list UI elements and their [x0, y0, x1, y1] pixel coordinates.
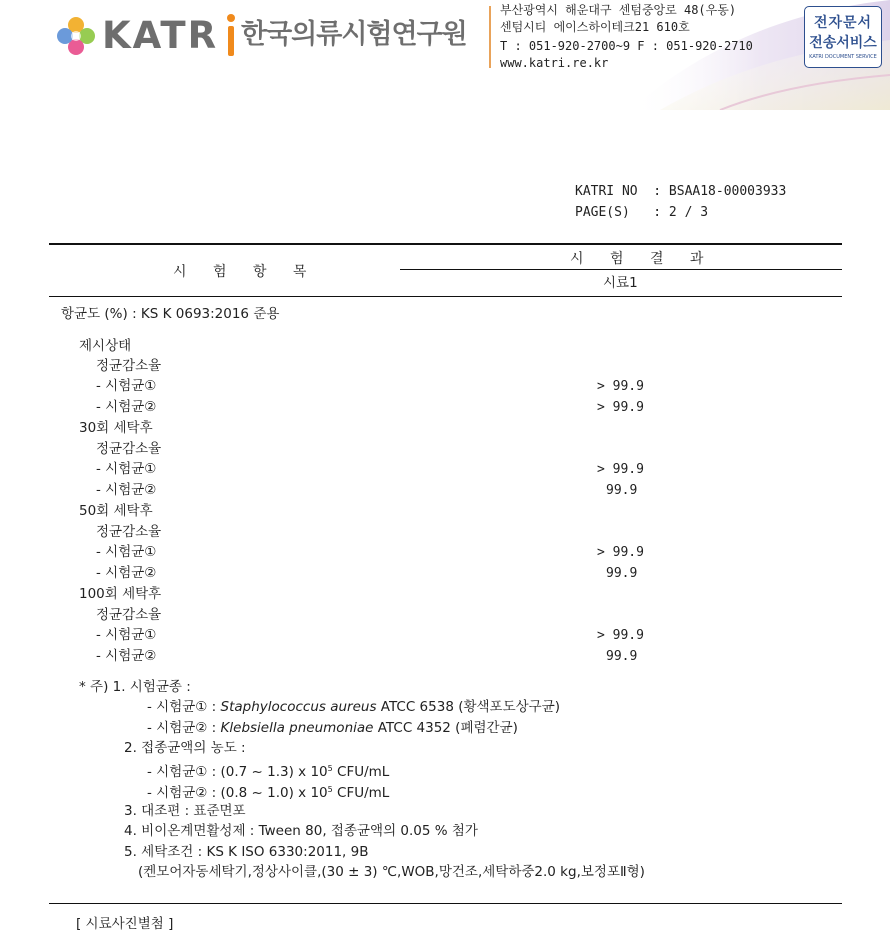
strain-label: - 시험균② [96, 399, 157, 415]
note-1-strain-a [147, 699, 560, 716]
note-1-a-prefix: - 시험균① : [147, 699, 221, 715]
katri-korean-name: 한국의류시험연구원 [241, 19, 467, 50]
address-line-1: 부산광역시 해운대구 센텀중앙로 48(우동) [500, 3, 737, 17]
metric-label: 정균감소율 [96, 524, 162, 540]
address-line-2: 센텀시티 에이스하이테크21 610호 [500, 20, 690, 34]
table-bottom-rule [49, 903, 842, 904]
result-value: > 99.9 [597, 400, 644, 415]
note-1-a-species: Staphylococcus aureus [220, 699, 377, 715]
result-value: > 99.9 [597, 545, 644, 560]
strain-label: - 시험균② [96, 648, 157, 664]
sample-photo-attachment-note: [ 시료사진별첨 ] [76, 916, 174, 932]
note-2-a-exponent: 5 [327, 764, 333, 773]
page-count: PAGE(S) : 2 / 3 [575, 205, 709, 220]
katri-logo-wordmark: KATR [102, 14, 219, 57]
metric-label: 정균감소율 [96, 607, 162, 623]
note-1-title: * 주) 1. 시험균종 : [79, 679, 191, 695]
note-1-a-suffix: ATCC 6538 (황색포도상구균) [376, 699, 561, 715]
note-5-detail: (켄모어자동세탁기,정상사이클,(30 ± 3) ℃,WOB,망건조,세탁하중2.0 kg,보정포Ⅱ형) [138, 864, 645, 880]
result-value: > 99.9 [597, 462, 644, 477]
stamp-line-2: 전송서비스 [809, 35, 877, 51]
result-value: > 99.9 [597, 379, 644, 394]
column-header-test-result: 시 험 결 과 [570, 251, 715, 267]
condition-label: 100회 세탁후 [79, 586, 162, 602]
strain-label: - 시험균① [96, 544, 157, 560]
note-2-b-prefix: - 시험균② : (0.8 ~ 1.0) x 10 [147, 785, 328, 801]
note-2-b-unit: CFU/mL [332, 785, 390, 801]
note-2-a-prefix: - 시험균① : (0.7 ~ 1.3) x 10 [147, 764, 328, 780]
katri-logo-i-mark [227, 14, 235, 52]
katri-flower-logo-icon [56, 16, 96, 56]
table-header-rule [49, 296, 842, 297]
result-value: 99.9 [606, 649, 638, 664]
katri-number: KATRI NO : BSAA18-00003933 [575, 184, 787, 199]
result-value: 99.9 [606, 483, 638, 498]
table-header-divider [400, 269, 842, 270]
note-5: 5. 세탁조건 : KS K ISO 6330:2011, 9B [124, 844, 369, 860]
strain-label: - 시험균① [96, 627, 157, 643]
stamp-line-1: 전자문서 [813, 15, 873, 31]
note-2-strain-a [147, 764, 389, 781]
metric-label: 정균감소율 [96, 441, 162, 457]
note-4: 4. 비이온계면활성제 : Tween 80, 접종균액의 0.05 % 첨가 [124, 823, 478, 839]
test-title: 항균도 (%) : KS K 0693:2016 준용 [61, 306, 280, 322]
note-1-strain-b [147, 720, 518, 737]
note-2-strain-b [147, 785, 389, 802]
strain-label: - 시험균① [96, 461, 157, 477]
result-value: > 99.9 [597, 628, 644, 643]
note-1-b-prefix: - 시험균② : [147, 720, 221, 736]
note-2-title: 2. 접종균액의 농도 : [124, 740, 246, 756]
strain-label: - 시험균② [96, 482, 157, 498]
table-top-rule [49, 243, 842, 245]
stamp-line-3: KATRI DOCUMENT SERVICE [809, 54, 877, 60]
document-service-stamp [804, 6, 882, 68]
column-header-sample: 시료1 [603, 275, 638, 291]
note-2-a-unit: CFU/mL [332, 764, 390, 780]
metric-label: 정균감소율 [96, 358, 162, 374]
note-2-b-exponent: 5 [327, 785, 333, 794]
column-header-test-item: 시 험 항 목 [173, 264, 318, 280]
note-1-b-species: Klebsiella pneumoniae [220, 720, 374, 736]
strain-label: - 시험균② [96, 565, 157, 581]
condition-label: 제시상태 [79, 338, 132, 354]
website-line: www.katri.re.kr [500, 56, 609, 70]
result-value: 99.9 [606, 566, 638, 581]
address-divider [489, 6, 491, 68]
condition-label: 30회 세탁후 [79, 420, 153, 436]
condition-label: 50회 세탁후 [79, 503, 153, 519]
phone-fax-line: T : 051-920-2700~9 F : 051-920-2710 [500, 39, 753, 53]
note-1-b-suffix: ATCC 4352 (폐렴간균) [373, 720, 518, 736]
strain-label: - 시험균① [96, 378, 157, 394]
note-3: 3. 대조편 : 표준면포 [124, 803, 246, 819]
